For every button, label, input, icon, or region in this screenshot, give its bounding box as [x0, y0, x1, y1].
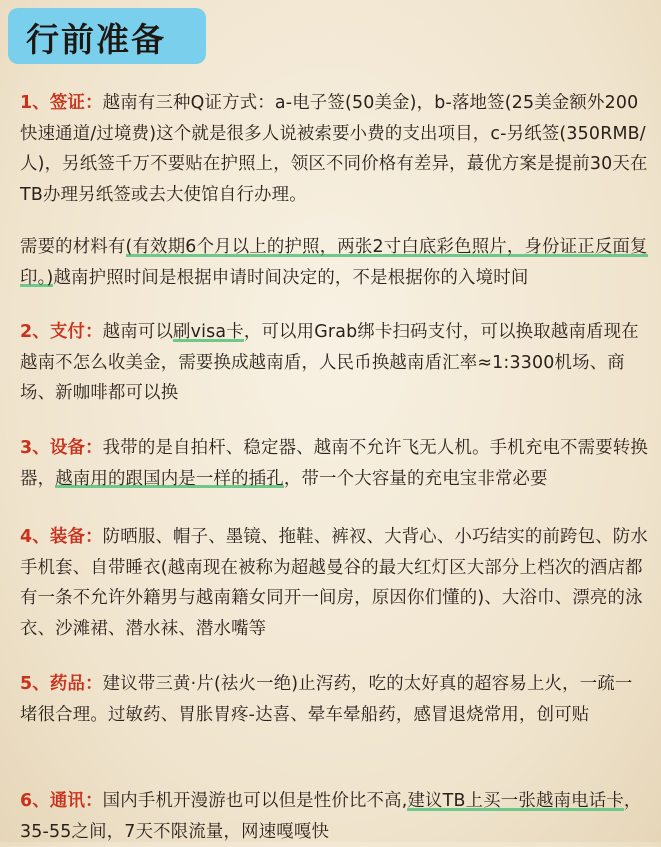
section-text: 建议带三黄·片(祛火一绝)止泻药，吃的太好真的超容易上火，一疏一堵很合理。过敏药、胃胀胃疼-达喜、晕车晕船药，感冒退烧常用，创可贴 [20, 674, 633, 725]
section-label: 3、设备： [20, 438, 103, 458]
section-label: 2、支付： [20, 322, 103, 342]
section-text: ，35-55之间，7天不限流量，网速嘎嘎快 [20, 791, 642, 842]
highlighted-text: 刷visa卡 [173, 322, 244, 342]
section-text: 需要的材料有 [20, 237, 126, 257]
highlighted-text: 越南用的跟国内是一样的插孔 [55, 468, 284, 489]
section-text: ，带一个大容量的充电宝非常必要 [283, 468, 548, 489]
section-text: 越南护照时间是根据申请时间决定的，不是根据你的入境时间 [53, 267, 529, 288]
section-payment [20, 317, 650, 409]
section-text: 越南可以 [102, 322, 174, 342]
section-label: 6、通讯： [20, 791, 103, 811]
highlighted-text: (有效期6个月以上的护照，两张2寸白底彩色照片，身份证正反面复印。) [20, 237, 648, 288]
section-comms [20, 786, 650, 847]
section-label: 5、药品： [20, 674, 103, 694]
page-title: 行前准备 [26, 20, 166, 59]
section-materials [20, 232, 650, 293]
section-label: 4、装备： [20, 527, 103, 547]
section-gear [20, 522, 650, 644]
section-text: 越南有三种Q证方式：a-电子签(50美金)，b-落地签(25美金额外200快速通道/过境费)这个就是很多人说被索要小费的支出项目，c-另纸签(350RMB/人)，另纸签千万不要贴在护照上，领区不同价格有差异，蕞优方案是提前30天在TB办理另纸签或去大使馆自行办理。 [20, 93, 648, 205]
section-text: ，可以用Grab绑卡扫码支付，可以换取越南盾现在越南不怎么收美金，需要换成越南盾，人民币换越南盾汇率≈1:3300机场、商场、新咖啡都可以换 [20, 322, 639, 403]
section-device [20, 433, 650, 494]
highlighted-text: 建议TB上买一张越南电话卡 [407, 791, 624, 811]
section-medicine [20, 669, 650, 730]
section-text: 防晒服、帽子、墨镜、拖鞋、裤衩、大背心、小巧结实的前跨包、防水手机套、自带睡衣(越南现在被称为超越曼谷的最大红灯区大部分上档次的酒店都有一条不允许外籍男与越南籍女同开一间房，原因你们懂的)、大浴巾、漂亮的泳衣、沙滩裙、潜水袜、潜水嘴等 [20, 527, 648, 639]
section-label: 1、签证： [20, 93, 103, 113]
section-text: 国内手机开漫游也可以但是性价比不高, [102, 791, 408, 811]
title-banner [8, 8, 206, 64]
section-text: 我带的是自拍杆、稳定器、越南不允许飞无人机。手机充电不需要转换器， [20, 438, 648, 489]
section-visa [20, 88, 650, 210]
